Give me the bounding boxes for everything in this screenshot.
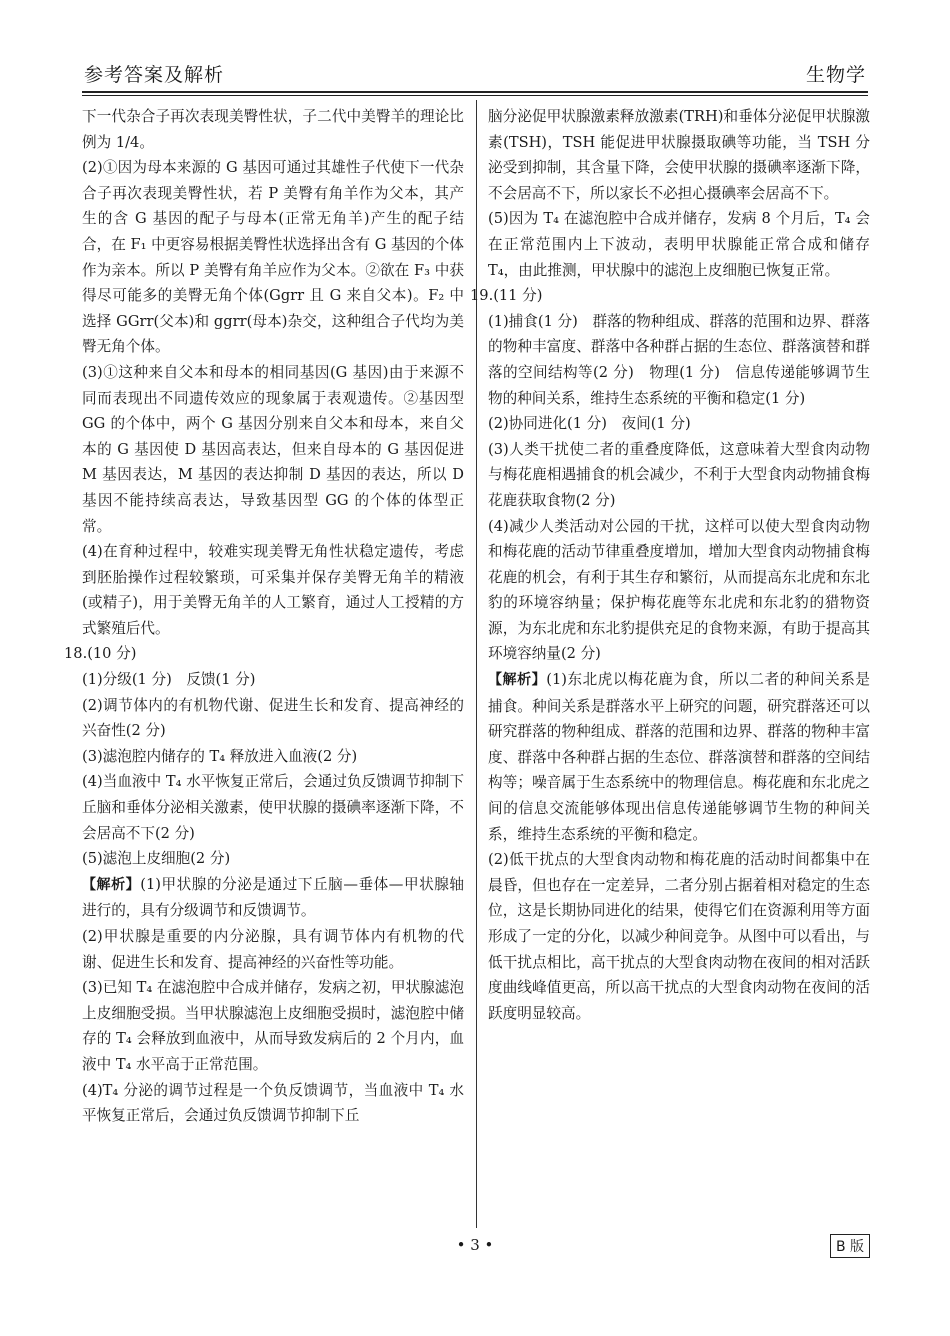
paragraph: (4)在育种过程中，较难实现美臀无角性状稳定遗传，考虑到胚胎操作过程较繁琐，可采集并保存美臀无角羊的精液(或精子)，用于美臀无角羊的人工繁育，通过人工授精的方式繁殖后代。 [82,543,464,637]
page-header [82,58,868,90]
paragraph: (2)甲状腺是重要的内分泌腺，具有调节体内有机物的代谢、促进生长和发育、提高神经的兴奋性等功能。 [82,928,464,971]
right-column [470,104,870,1026]
answer-line: (1)捕食(1 分) 群落的物种组成、群落的范围和边界、群落的物种丰富度、群落中各种群占据的生态位、群落演替和群落的空间结构等(2 分) 物理(1 分) 信息传递能够调节生物的种间关系，维持生态系统的平衡和稳定(1 分) [488,312,870,407]
column-divider [476,100,477,1228]
analysis-paragraph: 【解析】(1)东北虎以梅花鹿为食，所以二者的种间关系是捕食。种间关系是群落水平上研究的问题，研究群落还可以研究群落的物种组成、群落的范围和边界、群落的物种丰富度、群落中各种群占据的生态位、群落演替和群落的空间结构等；噪音属于生态系统中的物理信息。梅花鹿和东北虎之间的信息交流能够体现出信息传递能够调节生物的种间关系，维持生态系统的平衡和稳定。 [488,671,870,843]
paragraph: (3)①这种来自父本和母本的相同基因(G 基因)由于来源不同而表现出不同遗传效应的现象属于表观遗传。②基因型 GG 的个体中，两个 G 基因分别来自父本和母本，来自父本的 G 基因使 D 基因高表达，但来自母本的 G 基因促进 M 基因表达，M 基因的表达抑制 D 基因的表达，所以 D 基因不能持续高表达，导致基因型 GG 的个体的体型正常。 [82,363,464,535]
question-number: 18.(10 分) [64,645,137,663]
paragraph: (2)①因为母本来源的 G 基因可通过其雄性子代使下一代杂合子再次表现美臀性状，若 P 美臀有角羊作为父本，其产生的含 G 基因的配子与母本(正常无角羊)产生的配子结合，在 F₁ 中更容易根据美臀性状选择出含有 G 基因的个体作为亲本。所以 P 美臀有角羊应作为父本。②欲在 F₃ 中获得尽可能多的美臀无角个体(Ggrr 且 G 来自父本)。F₂ 中选择 GGrr(父本)和 ggrr(母本)杂交，这种组合子代均为美臀无角个体。 [82,159,464,356]
header-rule-thin [82,95,868,96]
paragraph: (4)T₄ 分泌的调节过程是一个负反馈调节，当血液中 T₄ 水平恢复正常后，会通过负反馈调节抑制下丘 [82,1081,464,1125]
answer-line: (4)减少人类活动对公园的干扰，这样可以使大型食肉动物和梅花鹿的活动节律重叠度增加，增加大型食肉动物捕食梅花鹿的机会，有利于其生存和繁衍，从而提高东北虎和东北豹的环境容纳量；保护梅花鹿等东北虎和东北豹的猎物资源，为东北虎和东北豹提供充足的食物来源，有助于提高其环境容纳量(2 分) [488,517,870,663]
answer-line: (3)人类干扰使二者的重叠度降低，这意味着大型食肉动物与梅花鹿相遇捕食的机会减少，不利于大型食肉动物捕食梅花鹿获取食物(2 分) [488,440,870,509]
left-column [64,104,464,1129]
answer-line: (1)分级(1 分) 反馈(1 分) [82,671,256,689]
header-rule-thick [82,91,868,93]
answer-line: (2)协同进化(1 分) 夜间(1 分) [488,415,691,433]
header-left-title: 参考答案及解析 [84,64,225,86]
version-badge: B 版 [830,1234,870,1258]
page-number: • 3 • [456,1236,494,1254]
question-number: 19.(11 分) [470,287,543,305]
paragraph: 下一代杂合子再次表现美臀性状，子二代中美臀羊的理论比例为 1/4。 [82,108,464,151]
answer-line: (2)调节体内的有机物代谢、促进生长和发育、提高神经的兴奋性(2 分) [82,696,464,740]
paragraph: (2)低干扰点的大型食肉动物和梅花鹿的活动时间都集中在晨昏，但也存在一定差异，二者分别占据着相对稳定的生态位，这是长期协同进化的结果，使得它们在资源利用等方面形成了一定的分化，以减少种间竞争。从图中可以看出，与低干扰点相比，高干扰点的大型食肉动物在夜间的相对活跃度曲线峰值更高，所以高干扰点的大型食肉动物在夜间的活跃度明显较高。 [488,851,870,1022]
paragraph: (3)已知 T₄ 在滤泡腔中合成并储存，发病之初，甲状腺滤泡上皮细胞受损。当甲状腺滤泡上皮细胞受损时，滤泡腔中储存的 T₄ 会释放到血液中，从而导致发病后的 2 个月内，血液中 T₄ 水平高于正常范围。 [82,979,464,1073]
paragraph: 脑分泌促甲状腺激素释放激素(TRH)和垂体分泌促甲状腺激素(TSH)，TSH 能促进甲状腺摄取碘等功能，当 TSH 分泌受到抑制，其含量下降，会使甲状腺的摄碘率逐渐下降，不会居高不下，所以家长不必担心摄碘率会居高不下。 [488,108,870,202]
analysis-paragraph: 【解析】(1)甲状腺的分泌是通过下丘脑—垂体—甲状腺轴进行的，具有分级调节和反馈调节。 [82,875,464,920]
header-subject: 生物学 [805,64,866,86]
analysis-marker: 【解析】 [82,876,141,893]
answer-line: (5)滤泡上皮细胞(2 分) [82,850,231,868]
answer-line: (3)滤泡腔内储存的 T₄ 释放进入血液(2 分) [82,747,358,765]
analysis-marker: 【解析】 [488,672,547,689]
paragraph: (5)因为 T₄ 在滤泡腔中合成并储存，发病 8 个月后，T₄ 会在正常范围内上下波动，表明甲状腺能正常合成和储存 T₄，由此推测，甲状腺中的滤泡上皮细胞已恢复正常。 [488,210,870,279]
answer-line: (4)当血液中 T₄ 水平恢复正常后，会通过负反馈调节抑制下丘脑和垂体分泌相关激素，使甲状腺的摄碘率逐渐下降，不会居高不下(2 分) [82,773,464,842]
